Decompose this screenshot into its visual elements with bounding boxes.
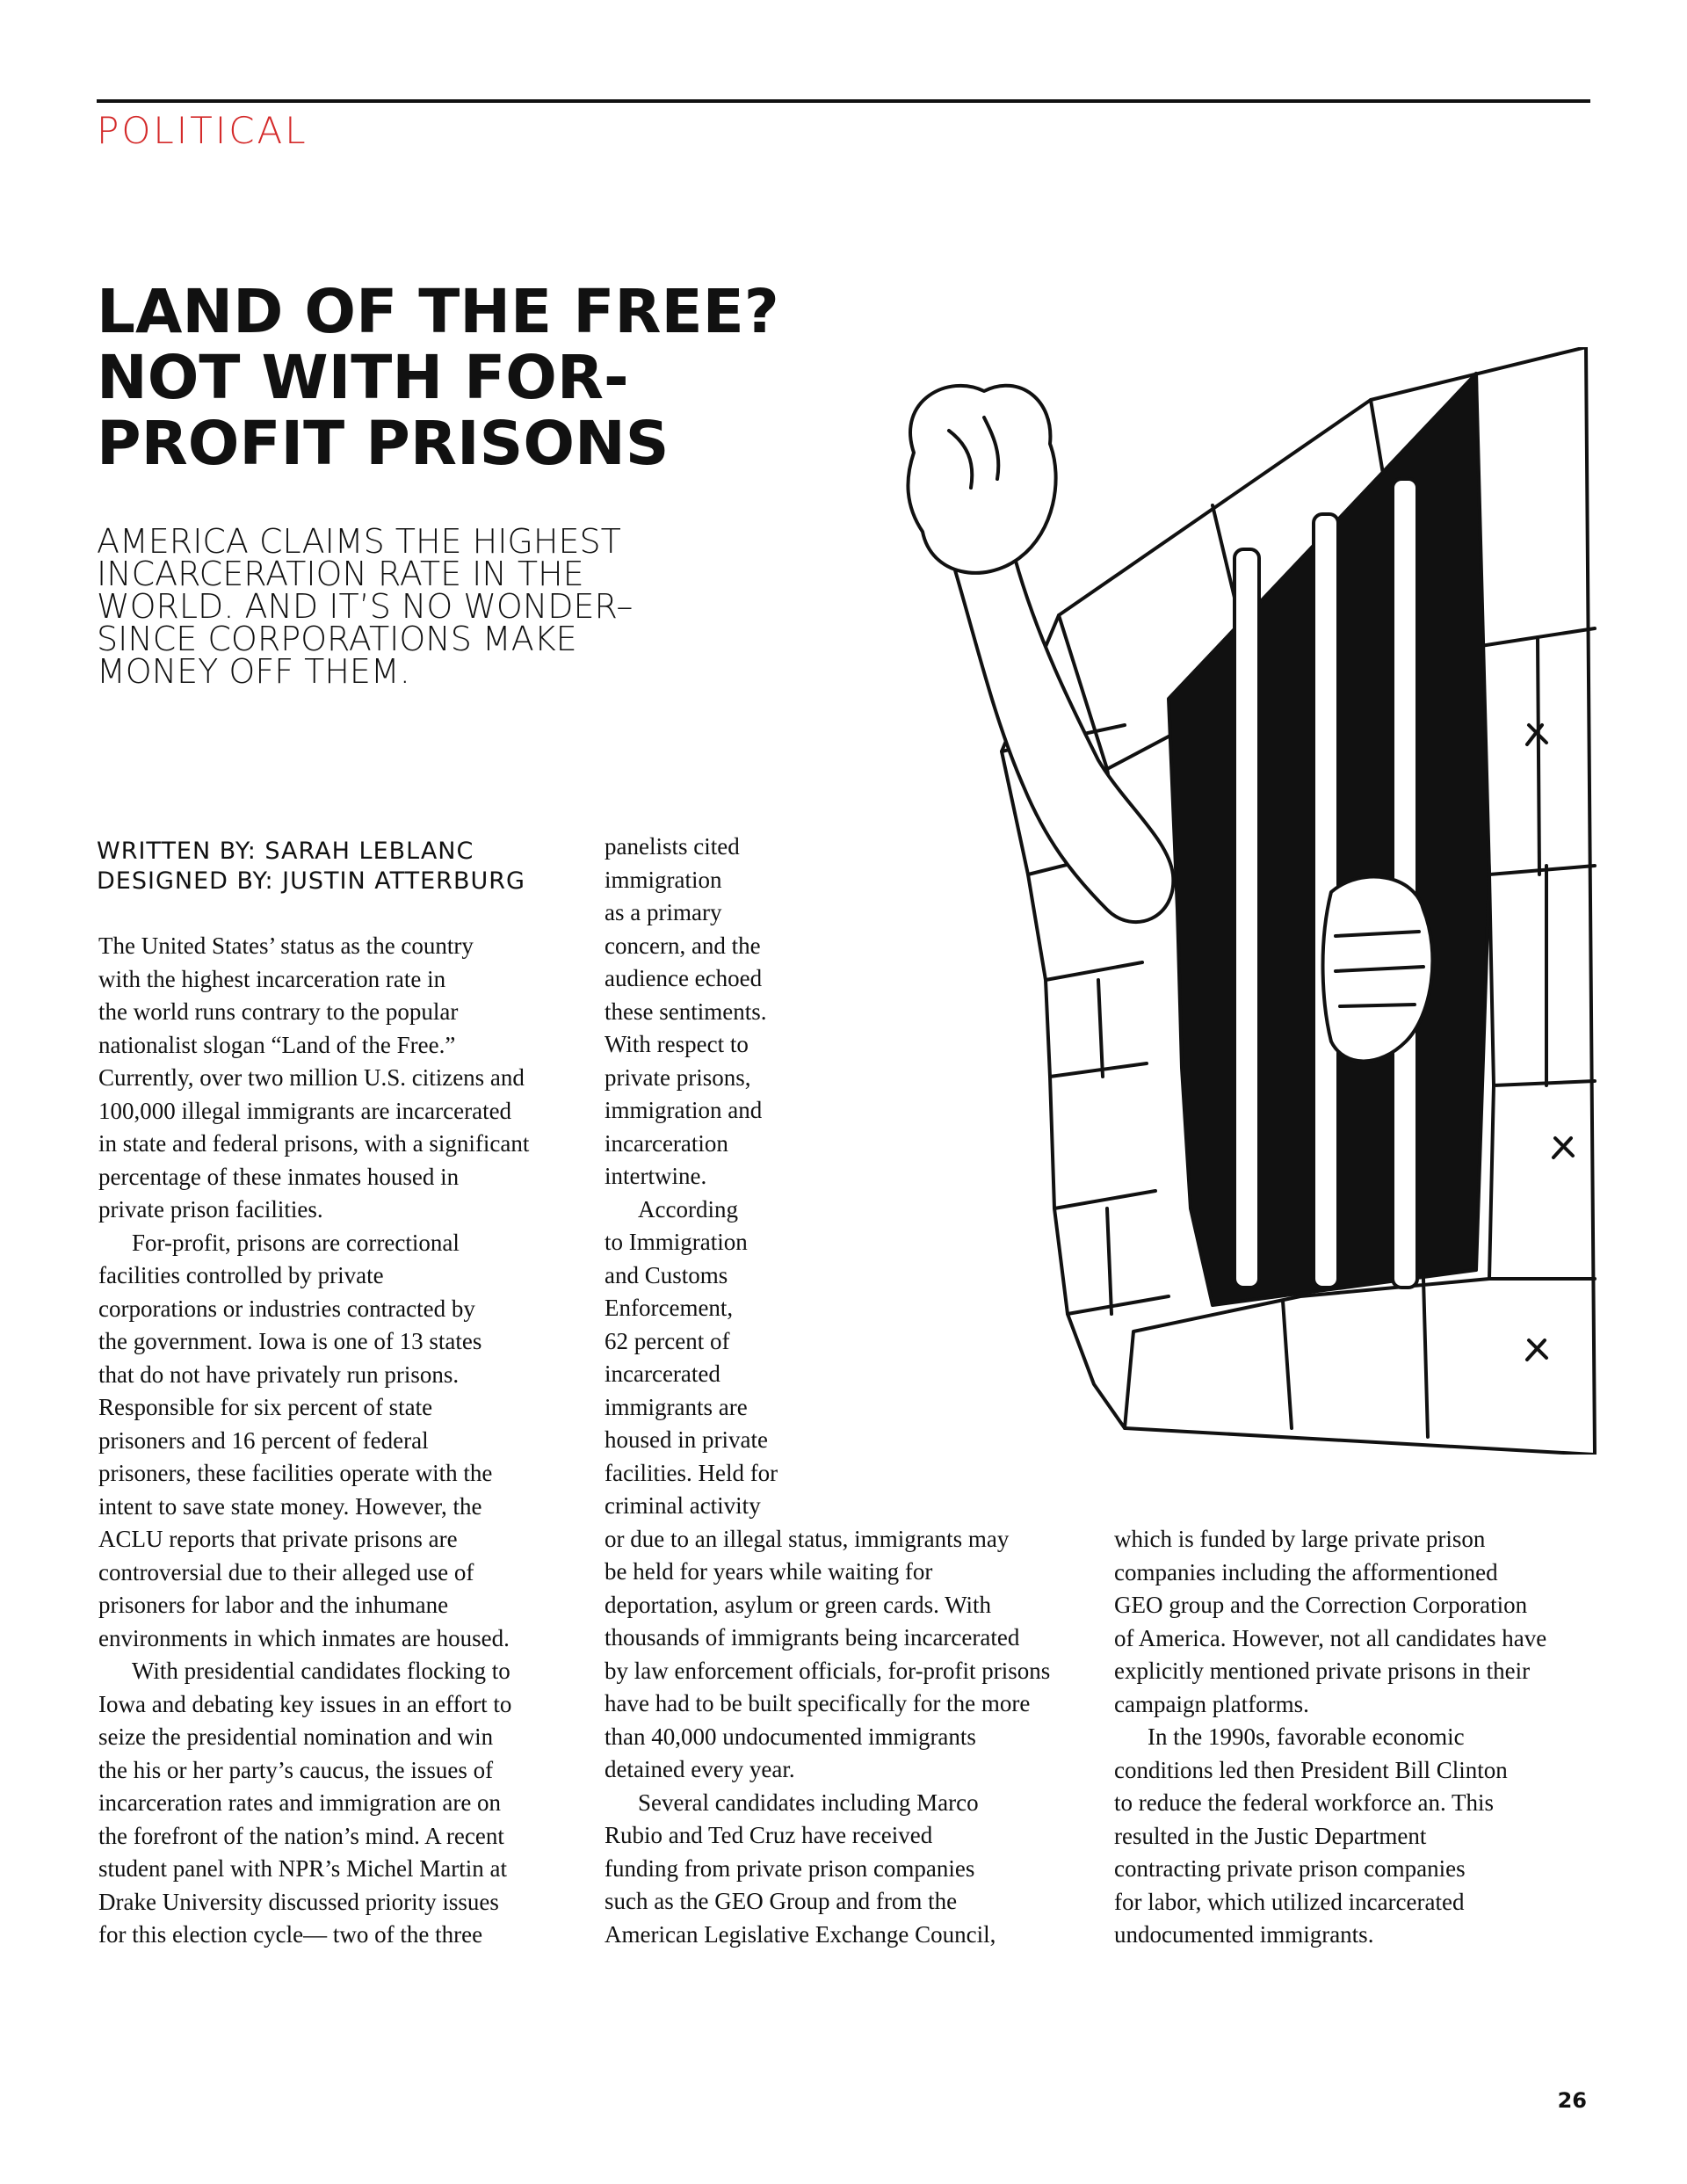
deck-line: WORLD. AND IT’S NO WONDER– [97,587,634,626]
body-text-line: intertwine. [605,1163,707,1189]
body-text-line: with the highest incarceration rate in [98,965,446,992]
body-text-line: private prisons, [605,1063,751,1091]
body-text-line: the his or her party’s caucus, the issues of [98,1756,494,1783]
headline [97,279,817,477]
section-label: POLITICAL [97,109,308,152]
body-text-line: immigrants are [605,1393,748,1420]
body-text-line: American Legislative Exchange Council, [605,1920,996,1948]
body-text-line: detained every year. [605,1756,795,1782]
body-text-line: facilities. Held for [605,1459,778,1486]
top-rule [97,99,1590,103]
body-text-line: With presidential candidates flocking to [132,1658,510,1684]
body-text-line: these sentiments. [605,998,767,1025]
body-text-line: Rubio and Ted Cruz have received [605,1822,933,1848]
body-text-line: Enforcement, [605,1295,734,1321]
body-text-line: by law enforcement officials, for-profit prisons [605,1657,1051,1684]
body-text-line: incarcerated [605,1360,720,1387]
body-text-line: of America. However, not all candidates have [1114,1624,1547,1651]
body-text-line: In the 1990s, favorable economic [1148,1723,1465,1750]
body-text-line: undocumented immigrants. [1114,1921,1374,1948]
body-text-line: seize the presidential nomination and win [98,1723,494,1750]
deck-line: MONEY OFF THEM. [97,652,410,691]
credits [97,837,525,896]
body-text-line: With respect to [605,1031,749,1057]
body-text-line: student panel with NPR’s Michel Martin at [98,1855,507,1882]
body-text-line: the forefront of the nation’s mind. A recent [98,1822,504,1849]
body-text-line: companies including the afformentioned [1114,1558,1498,1585]
body-text-line: have had to be built specifically for the more [605,1690,1031,1716]
deck-line: SINCE CORPORATIONS MAKE [97,620,577,658]
body-text-line: panelists cited [605,833,740,860]
body-text-line: incarceration [605,1129,728,1157]
body-text-line: contracting private prison companies [1114,1855,1466,1882]
body-column-1 [98,930,529,1952]
body-text-line: Several candidates including Marco [638,1789,979,1816]
fist [908,386,1055,573]
body-text-line: prisoners for labor and the inhumane [98,1592,449,1618]
body-text-line: 62 percent of [605,1327,730,1354]
body-text-line: for labor, which utilized incarcerated [1114,1888,1465,1915]
body-text-line: funding from private prison companies [605,1854,975,1882]
body-text-line: audience echoed [605,965,763,991]
body-text-line: prisoners and 16 percent of federal [98,1426,429,1454]
body-text-line: for this election cycle— two of the three [98,1921,483,1948]
page-number: 26 [1557,2088,1587,2113]
body-text-line: criminal activity [605,1492,761,1519]
body-text-line: thousands of immigrants being incarcerated [605,1624,1020,1651]
body-text-line: nationalist slogan “Land of the Free.” [98,1031,456,1058]
body-text-line: GEO group and the Correction Corporation [1114,1592,1528,1618]
body-text-line: deportation, asylum or green cards. With [605,1591,992,1618]
body-text-line: immigration and [605,1097,763,1123]
body-text-line: concern, and the [605,932,761,959]
prison-window-illustration [844,347,1599,1455]
written-by: WRITTEN BY: SARAH LEBLANC [97,838,474,865]
body-text-line: Iowa and debating key issues in an effort to [98,1690,512,1717]
body-text-line: the world runs contrary to the popular [98,998,459,1025]
body-text-line: as a primary [605,899,722,925]
headline-line: PROFIT PRISONS [97,409,670,479]
deck-line: AMERICA CLAIMS THE HIGHEST [97,522,621,561]
body-text-line: intent to save state money. However, the [98,1492,482,1520]
headline-line: NOT WITH FOR- [97,343,629,413]
body-text-line: to Immigration [605,1229,748,1255]
body-text-line: Currently, over two million U.S. citizens and [98,1064,525,1091]
body-text-line: in state and federal prisons, with a significant [98,1130,530,1157]
body-text-line: Drake University discussed priority issues [98,1888,499,1915]
body-text-line: The United States’ status as the country [98,932,474,959]
body-text-line: According [638,1195,738,1223]
body-text-line: prisoners, these facilities operate with the [98,1460,493,1486]
body-text-line: to reduce the federal workforce an. This [1114,1789,1495,1816]
body-text-line: or due to an illegal status, immigrants may [605,1525,1010,1552]
body-text-line: and Customs [605,1261,728,1288]
deck-line: INCARCERATION RATE IN THE [97,555,584,593]
body-text-line: such as the GEO Group and from the [605,1888,958,1914]
body-text-line: facilities controlled by private [98,1262,384,1288]
body-text-line: explicitly mentioned private prisons in their [1114,1658,1531,1684]
body-text-line: which is funded by large private prison [1114,1526,1486,1552]
body-text-line: environments in which inmates are housed. [98,1624,510,1651]
body-text-line: immigration [605,866,722,893]
designed-by: DESIGNED BY: JUSTIN ATTERBURG [97,867,525,895]
jail-bar [1234,549,1259,1288]
body-text-line: campaign platforms. [1114,1690,1309,1717]
body-column-3 [1114,1523,1546,1952]
body-text-line: ACLU reports that private prisons are [98,1526,458,1552]
body-text-line: incarceration rates and immigration are on [98,1789,502,1816]
body-text-line: Responsible for six percent of state [98,1394,433,1420]
deck [97,522,817,691]
body-text-line: than 40,000 undocumented immigrants [605,1723,976,1750]
body-text-line: For-profit, prisons are correctional [132,1229,460,1256]
body-text-line: the government. Iowa is one of 13 states [98,1328,482,1354]
body-text-line: controversial due to their alleged use of [98,1558,474,1585]
body-text-line: resulted in the Justic Department [1114,1822,1427,1849]
body-text-line: percentage of these inmates housed in [98,1163,460,1190]
body-text-line: private prison facilities. [98,1196,323,1223]
body-text-line: conditions led then President Bill Clinton [1114,1756,1508,1783]
body-text-line: 100,000 illegal immigrants are incarcerated [98,1097,512,1124]
body-text-line: that do not have privately run prisons. [98,1360,460,1388]
headline-line: LAND OF THE FREE? [97,277,779,347]
body-text-line: corporations or industries contracted by [98,1295,475,1322]
body-text-line: be held for years while waiting for [605,1558,933,1585]
body-text-line: housed in private [605,1426,768,1453]
